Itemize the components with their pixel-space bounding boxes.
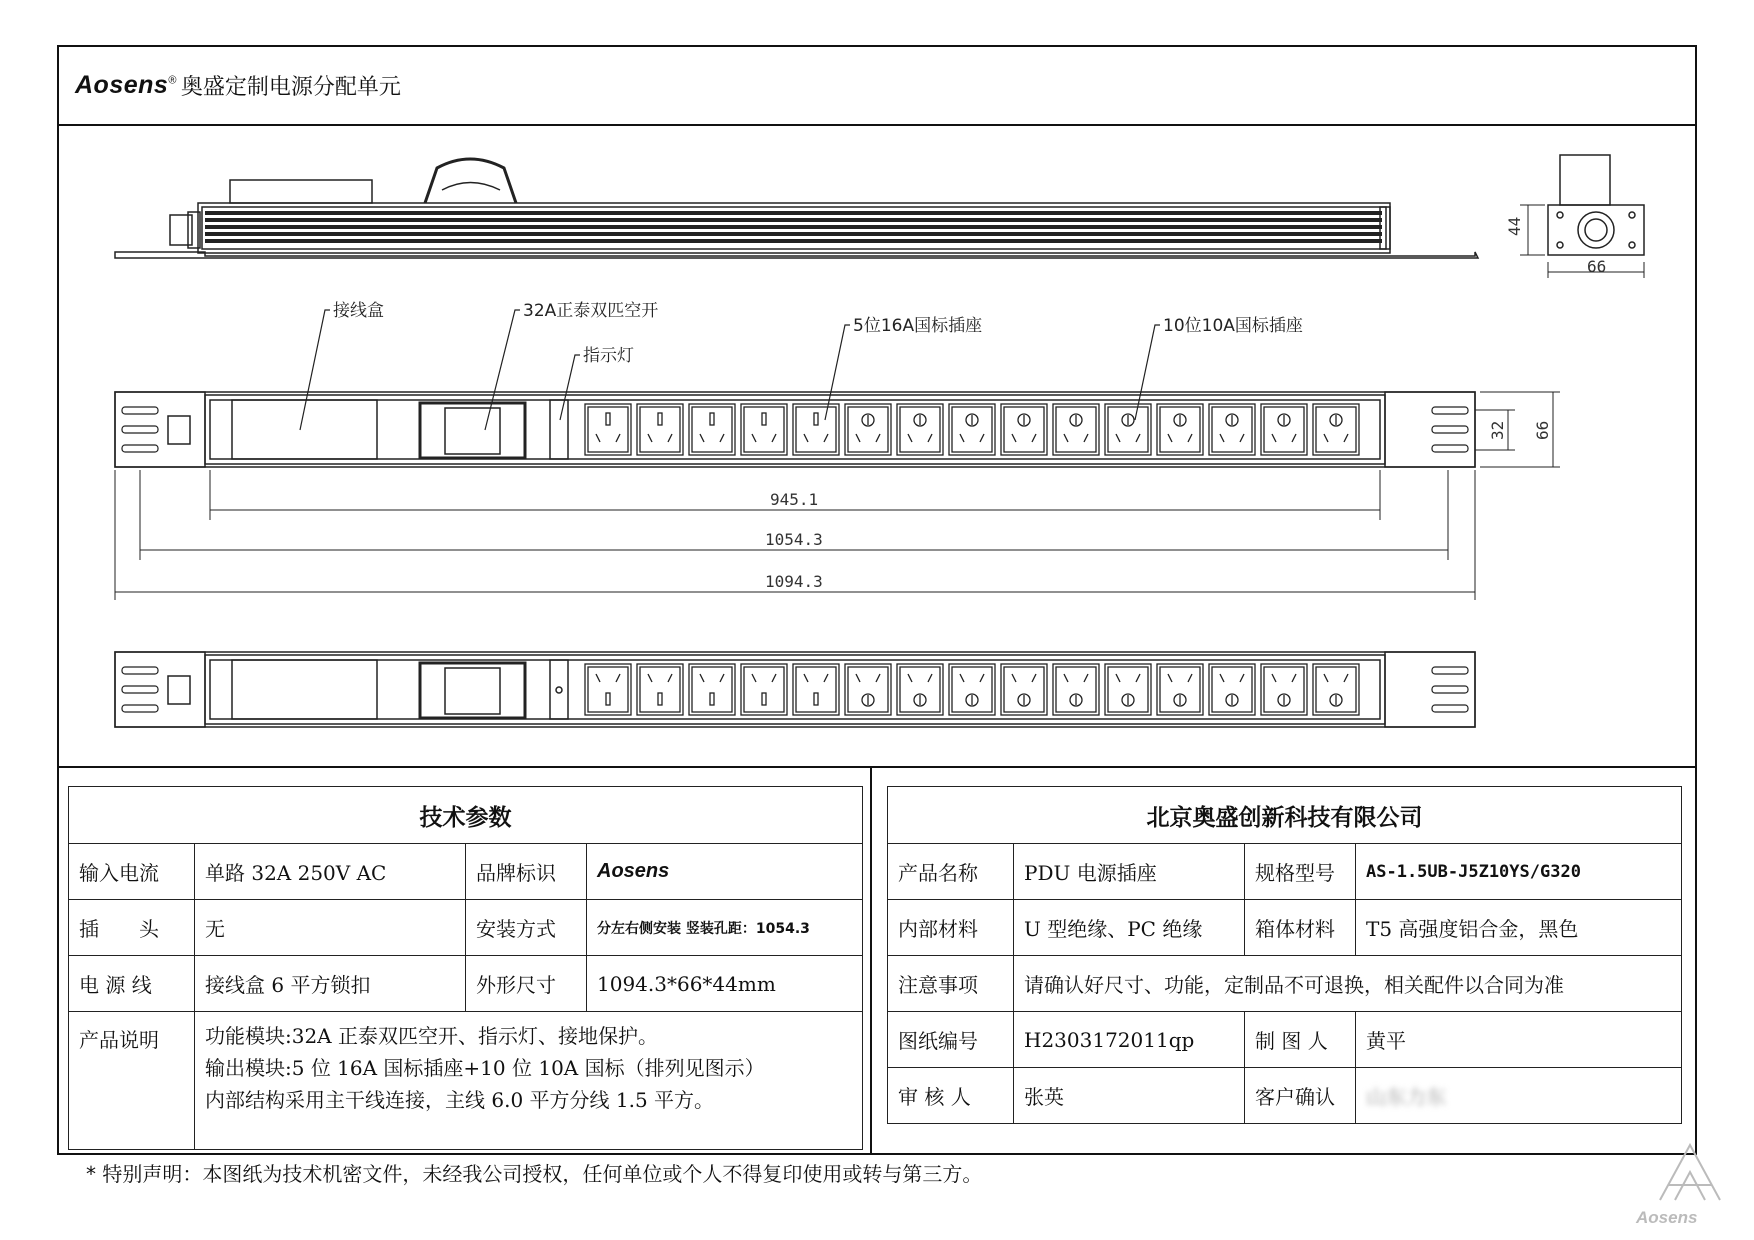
description-line: 输出模块:5 位 16A 国标插座+10 位 10A 国标（排列见图示）: [205, 1056, 765, 1080]
company-name: 北京奥盛创新科技有限公司: [888, 787, 1682, 844]
label-dimensions: 外形尺寸: [466, 956, 587, 1012]
label-description: 产品说明: [69, 1012, 195, 1150]
value-notice: 请确认好尺寸、功能，定制品不可退换，相关配件以合同为准: [1014, 956, 1682, 1012]
tech-params-table: [68, 786, 863, 1150]
callout-breaker: 32A正泰双匹空开: [523, 301, 659, 321]
dimension-lines: [115, 392, 1560, 600]
socket-10a: [1001, 404, 1047, 455]
socket-16a: [741, 664, 787, 715]
socket-10a: [1261, 664, 1307, 715]
product-description: [195, 1012, 863, 1150]
dim-1054: 1054.3: [765, 530, 823, 549]
socket-10a: [1053, 404, 1099, 455]
value-box-material: T5 高强度铝合金，黑色: [1356, 900, 1682, 956]
dim-66: 66: [1533, 420, 1552, 440]
dim-1094: 1094.3: [765, 572, 823, 591]
socket-10a: [1313, 664, 1359, 715]
socket-10a: [897, 404, 943, 455]
end-view: [1520, 155, 1644, 278]
description-line: 功能模块:32A 正泰双匹空开、指示灯、接地保护。: [205, 1024, 658, 1048]
section-divider: [57, 766, 1697, 768]
dim-945: 945.1: [770, 490, 819, 509]
value-reviewer: 张英: [1014, 1068, 1245, 1124]
section-divider: [870, 768, 872, 1155]
socket-16a: [793, 664, 839, 715]
callout-sockets-16a: 5位16A国标插座: [853, 316, 983, 336]
watermark-text: Aosens: [1636, 1208, 1698, 1227]
dim-32: 32: [1488, 420, 1507, 440]
socket-10a: [949, 404, 995, 455]
label-box-material: 箱体材料: [1245, 900, 1356, 956]
dim-w1: 66: [1587, 257, 1607, 276]
socket-16a: [637, 664, 683, 715]
socket-16a: [637, 404, 683, 455]
label-customer: 客户确认: [1245, 1068, 1356, 1124]
label-drawing-no: 图纸编号: [888, 1012, 1014, 1068]
value-power-cord: 接线盒 6 平方锁扣: [195, 956, 466, 1012]
socket-16a: [689, 404, 735, 455]
socket-10a: [897, 664, 943, 715]
header-title: 奥盛定制电源分配单元: [180, 75, 401, 100]
socket-10a: [1105, 664, 1151, 715]
watermark-logo: [1660, 1145, 1720, 1200]
value-input-current: 单路 32A 250V AC: [195, 844, 466, 900]
callout-indicator: 指示灯: [583, 346, 634, 366]
socket-10a: [1313, 404, 1359, 455]
company-table: [887, 786, 1682, 1124]
label-brand: 品牌标识: [466, 844, 587, 900]
socket-10a: [1053, 664, 1099, 715]
socket-10a: [845, 664, 891, 715]
socket-10a: [845, 404, 891, 455]
socket-row-bottom: [585, 664, 1359, 715]
socket-16a: [793, 404, 839, 455]
value-dimensions: 1094.3*66*44mm: [587, 956, 863, 1012]
socket-row-top: [585, 404, 1359, 455]
value-product-name: PDU 电源插座: [1014, 844, 1245, 900]
front-view-1: [115, 392, 1475, 467]
socket-16a: [689, 664, 735, 715]
value-drawing-no: H2303172011qp: [1014, 1012, 1245, 1068]
callout-sockets-10a: 10位10A国标插座: [1163, 316, 1303, 336]
label-input-current: 输入电流: [69, 844, 195, 900]
label-mounting: 安装方式: [466, 900, 587, 956]
value-mounting: 分左右侧安装 竖装孔距：1054.3: [587, 900, 863, 956]
label-plug: 插 头: [69, 900, 195, 956]
socket-10a: [1157, 404, 1203, 455]
confidentiality-notice: * 特别声明：本图纸为技术机密文件，未经我公司授权，任何单位或个人不得复印使用或转与第三方。: [86, 1162, 983, 1186]
socket-16a: [741, 404, 787, 455]
value-model: AS-1.5UB-J5Z10YS/G320: [1356, 844, 1682, 900]
label-product-name: 产品名称: [888, 844, 1014, 900]
label-model: 规格型号: [1245, 844, 1356, 900]
socket-10a: [1001, 664, 1047, 715]
front-view-2: [115, 652, 1475, 727]
brand-logo: Aosens®: [75, 71, 177, 99]
value-customer: 山东力东: [1356, 1068, 1682, 1124]
label-reviewer: 审 核 人: [888, 1068, 1014, 1124]
socket-10a: [1261, 404, 1307, 455]
label-inner-material: 内部材料: [888, 900, 1014, 956]
value-brand: Aosens: [587, 844, 863, 900]
value-drafter: 黄平: [1356, 1012, 1682, 1068]
callout-junction-box: 接线盒: [333, 301, 384, 321]
socket-10a: [1157, 664, 1203, 715]
socket-10a: [1105, 404, 1151, 455]
tech-table-title: 技术参数: [69, 787, 863, 844]
value-plug: 无: [195, 900, 466, 956]
socket-10a: [1209, 404, 1255, 455]
callout-leaders: [300, 310, 1160, 430]
value-inner-material: U 型绝缘、PC 绝缘: [1014, 900, 1245, 956]
label-power-cord: 电 源 线: [69, 956, 195, 1012]
socket-16a: [585, 664, 631, 715]
side-view: [115, 159, 1478, 258]
dim-h1: 44: [1505, 216, 1524, 236]
label-drafter: 制 图 人: [1245, 1012, 1356, 1068]
socket-10a: [1209, 664, 1255, 715]
socket-16a: [585, 404, 631, 455]
socket-10a: [949, 664, 995, 715]
label-notice: 注意事项: [888, 956, 1014, 1012]
description-line: 内部结构采用主干线连接，主线 6.0 平方分线 1.5 平方。: [205, 1088, 715, 1112]
